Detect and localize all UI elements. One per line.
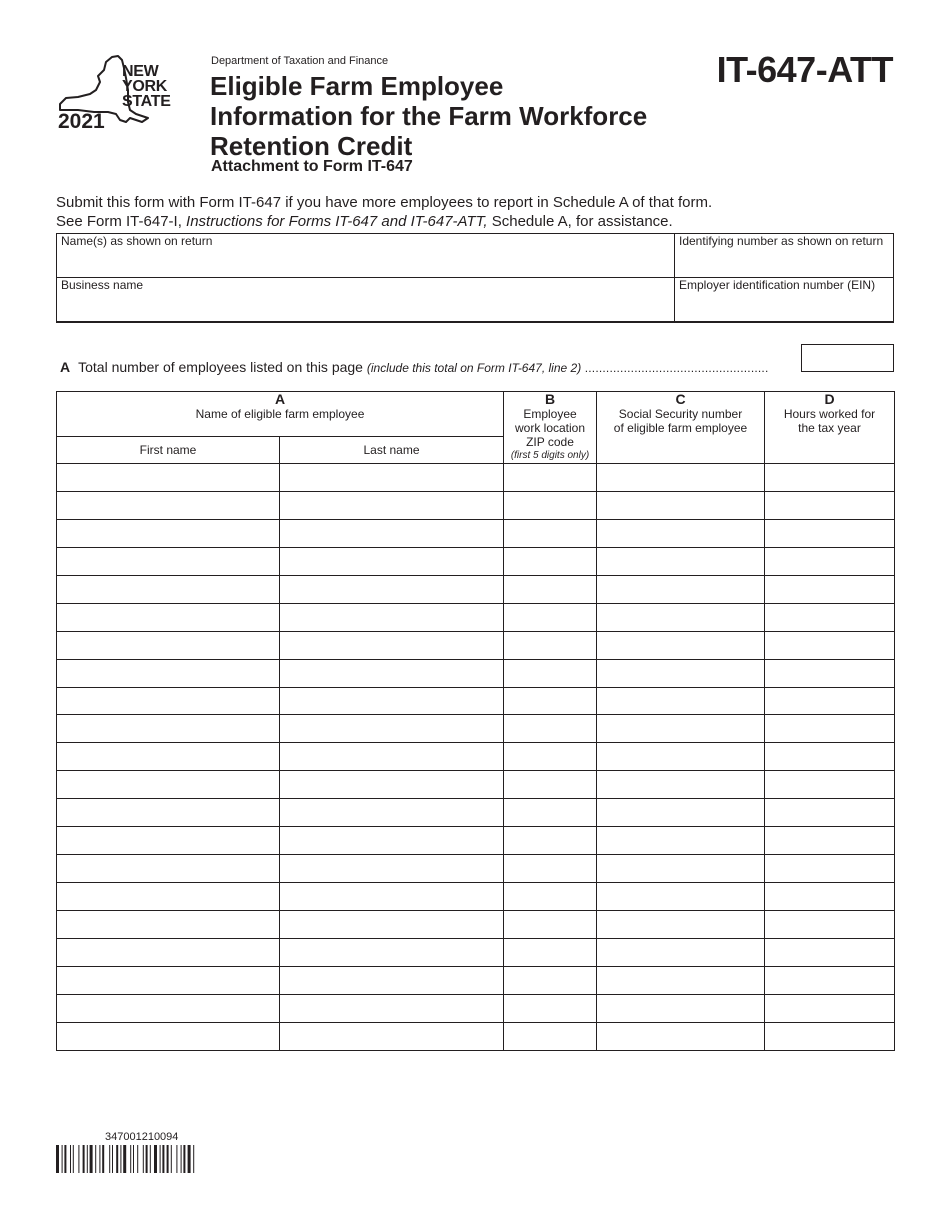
last-name-cell[interactable] (280, 883, 504, 911)
barcode-bar (102, 1145, 104, 1173)
zip-code-cell[interactable] (504, 771, 597, 799)
hours-cell[interactable] (765, 715, 895, 743)
table-row (57, 938, 895, 966)
department-name: Department of Taxation and Finance (211, 55, 389, 67)
last-name-cell[interactable] (280, 491, 504, 519)
total-employees-field[interactable] (801, 344, 894, 372)
form-title (210, 71, 710, 161)
hours-cell[interactable] (765, 911, 895, 939)
ssn-cell[interactable] (597, 1022, 765, 1050)
table-row (57, 491, 895, 519)
employee-rows (57, 464, 895, 1051)
barcode-bar (133, 1145, 134, 1173)
first-name-cell[interactable] (57, 631, 280, 659)
first-name-cell[interactable] (57, 994, 280, 1022)
barcode-bar (176, 1145, 177, 1173)
last-name-cell[interactable] (280, 994, 504, 1022)
names-label: Name(s) as shown on return (61, 234, 213, 248)
table-row (57, 911, 895, 939)
hours-cell[interactable] (765, 464, 895, 492)
zip-code-cell[interactable] (504, 547, 597, 575)
column-c-letter: C (675, 391, 686, 407)
table-row (57, 603, 895, 631)
last-name-cell[interactable] (280, 575, 504, 603)
column-b-line-2: work location (514, 421, 586, 435)
business-name-field[interactable] (61, 294, 671, 320)
form-subtitle: Attachment to Form IT-647 (211, 158, 413, 175)
last-name-cell[interactable] (280, 659, 504, 687)
last-name-cell[interactable] (280, 827, 504, 855)
zip-code-cell[interactable] (504, 966, 597, 994)
logo-word-state: STATE (122, 93, 171, 110)
column-a-title: Name of eligible farm employee (195, 407, 365, 421)
first-name-cell[interactable] (57, 855, 280, 883)
first-name-header: First name (57, 437, 280, 464)
ssn-cell[interactable] (597, 799, 765, 827)
last-name-cell[interactable] (280, 603, 504, 631)
table-row (57, 799, 895, 827)
hours-cell[interactable] (765, 631, 895, 659)
zip-code-cell[interactable] (504, 827, 597, 855)
instructions-line-2 (56, 212, 712, 231)
barcode-bar (99, 1145, 100, 1173)
zip-code-cell[interactable] (504, 938, 597, 966)
ssn-cell[interactable] (597, 827, 765, 855)
barcode-number: 347001210094 (105, 1131, 179, 1143)
table-row (57, 575, 895, 603)
ssn-cell[interactable] (597, 994, 765, 1022)
hours-cell[interactable] (765, 519, 895, 547)
first-name-cell[interactable] (57, 771, 280, 799)
hours-cell[interactable] (765, 994, 895, 1022)
ssn-cell[interactable] (597, 743, 765, 771)
barcode-bar (183, 1145, 185, 1173)
zip-code-cell[interactable] (504, 743, 597, 771)
barcode-bar (62, 1145, 63, 1173)
table-row (57, 883, 895, 911)
hours-cell[interactable] (765, 771, 895, 799)
hours-cell[interactable] (765, 743, 895, 771)
table-row (57, 464, 895, 492)
zip-code-cell[interactable] (504, 1022, 597, 1050)
ssn-cell[interactable] (597, 491, 765, 519)
barcode-bar (83, 1145, 85, 1173)
column-d-line-2: the tax year (798, 421, 861, 435)
table-row (57, 519, 895, 547)
line-a-letter: A (60, 359, 71, 375)
table-row (57, 855, 895, 883)
ssn-cell[interactable] (597, 547, 765, 575)
line-a-text: Total number of employees listed on this page (78, 359, 367, 375)
barcode-bar (143, 1145, 144, 1173)
ssn-cell[interactable] (597, 883, 765, 911)
instructions-line-2-pre: See Form IT-647-I, (56, 213, 187, 230)
table-row (57, 659, 895, 687)
hours-cell[interactable] (765, 659, 895, 687)
logo-word-york: YORK (122, 78, 168, 95)
barcode-bar (150, 1145, 151, 1173)
column-b-header (504, 392, 597, 464)
table-row (57, 1022, 895, 1050)
zip-code-cell[interactable] (504, 855, 597, 883)
form-number: IT-647-ATT (716, 49, 893, 90)
column-b-note: (first 5 digits only) (510, 450, 590, 461)
barcode-bar (160, 1145, 161, 1173)
zip-code-cell[interactable] (504, 687, 597, 715)
line-a-note: (include this total on Form IT-647, line 2) (366, 361, 582, 375)
ssn-cell[interactable] (597, 715, 765, 743)
ssn-cell[interactable] (597, 855, 765, 883)
ssn-cell[interactable] (597, 687, 765, 715)
barcode-bar (171, 1145, 172, 1173)
barcode-bar (70, 1145, 71, 1173)
table-row (57, 966, 895, 994)
column-a-letter: A (274, 391, 286, 407)
zip-code-cell[interactable] (504, 659, 597, 687)
first-name-cell[interactable] (57, 575, 280, 603)
ssn-cell[interactable] (597, 464, 765, 492)
last-name-cell[interactable] (280, 938, 504, 966)
table-row (57, 631, 895, 659)
nys-logo (56, 52, 184, 134)
hours-cell[interactable] (765, 827, 895, 855)
barcode-bar (56, 1145, 59, 1173)
form-title-line-3: Retention Credit (210, 131, 413, 161)
barcode-bar (181, 1145, 182, 1173)
last-name-cell[interactable] (280, 771, 504, 799)
ssn-cell[interactable] (597, 631, 765, 659)
last-name-cell[interactable] (280, 911, 504, 939)
zip-code-cell[interactable] (504, 464, 597, 492)
zip-code-cell[interactable] (504, 631, 597, 659)
ssn-cell[interactable] (597, 519, 765, 547)
instructions-line-1: Submit this form with Form IT-647 if you have more employees to report in Schedule A of that form. (56, 194, 713, 211)
last-name-cell[interactable] (280, 966, 504, 994)
first-name-cell[interactable] (57, 799, 280, 827)
barcode-bar (123, 1145, 126, 1173)
instructions-text (56, 193, 712, 231)
barcode-bar (112, 1145, 113, 1173)
table-row (57, 771, 895, 799)
last-name-cell[interactable] (280, 1022, 504, 1050)
barcode-bar (78, 1145, 79, 1173)
zip-code-cell[interactable] (504, 491, 597, 519)
barcode-bar (116, 1145, 118, 1173)
column-b-line-1: Employee (523, 407, 577, 421)
column-b-letter: B (544, 391, 556, 407)
column-c-line-1: Social Security number (618, 407, 743, 421)
column-c-header (597, 392, 765, 464)
barcode-bar (154, 1145, 157, 1173)
table-row (57, 994, 895, 1022)
first-name-cell[interactable] (57, 519, 280, 547)
zip-code-cell[interactable] (504, 883, 597, 911)
hours-cell[interactable] (765, 687, 895, 715)
zip-code-cell[interactable] (504, 715, 597, 743)
barcode-bar (109, 1145, 110, 1173)
first-name-cell[interactable] (57, 1022, 280, 1050)
zip-code-cell[interactable] (504, 603, 597, 631)
hours-cell[interactable] (765, 799, 895, 827)
barcode-bar (90, 1145, 93, 1173)
last-name-header: Last name (280, 437, 504, 464)
hours-cell[interactable] (765, 491, 895, 519)
business-name-label: Business name (61, 278, 144, 292)
hours-cell[interactable] (765, 883, 895, 911)
barcode-bar (87, 1145, 88, 1173)
table-row (57, 827, 895, 855)
first-name-cell[interactable] (57, 743, 280, 771)
zip-code-cell[interactable] (504, 575, 597, 603)
column-d-header (765, 392, 895, 464)
last-name-cell[interactable] (280, 687, 504, 715)
hours-cell[interactable] (765, 575, 895, 603)
line-a (60, 359, 769, 375)
line-a-leader-dots: .................................................... (581, 361, 769, 375)
last-name-cell[interactable] (280, 547, 504, 575)
instructions-reference: Instructions for Forms IT-647 and IT-647-ATT, (186, 213, 488, 230)
form-title-line-1: Eligible Farm Employee (210, 71, 504, 101)
last-name-cell[interactable] (280, 715, 504, 743)
table-row (57, 687, 895, 715)
first-name-cell[interactable] (57, 547, 280, 575)
first-name-cell[interactable] (57, 938, 280, 966)
last-name-cell[interactable] (280, 799, 504, 827)
zip-code-cell[interactable] (504, 994, 597, 1022)
last-name-cell[interactable] (280, 519, 504, 547)
zip-code-cell[interactable] (504, 911, 597, 939)
ein-label: Employer identification number (EIN) (679, 278, 876, 292)
ssn-cell[interactable] (597, 603, 765, 631)
barcode-image (56, 1145, 240, 1173)
identifying-number-field[interactable] (679, 250, 891, 276)
ein-field[interactable] (679, 294, 891, 320)
column-d-line-1: Hours worked for (783, 407, 876, 421)
hours-cell[interactable] (765, 855, 895, 883)
form-title-line-2: Information for the Farm Workforce (210, 101, 648, 131)
names-field[interactable] (61, 250, 671, 276)
hours-cell[interactable] (765, 1022, 895, 1050)
first-name-cell[interactable] (57, 715, 280, 743)
barcode-bar (130, 1145, 131, 1173)
barcode-bar (73, 1145, 74, 1173)
identifying-number-label: Identifying number as shown on return (679, 234, 884, 248)
barcode-bar (95, 1145, 96, 1173)
barcode-bar (162, 1145, 164, 1173)
last-name-cell[interactable] (280, 631, 504, 659)
first-name-cell[interactable] (57, 911, 280, 939)
barcode-bar (146, 1145, 148, 1173)
first-name-cell[interactable] (57, 659, 280, 687)
first-name-cell[interactable] (57, 603, 280, 631)
column-b-line-3: ZIP code (526, 435, 574, 449)
column-d-letter: D (824, 391, 835, 407)
table-row (57, 743, 895, 771)
barcode-bar (188, 1145, 191, 1173)
ssn-cell[interactable] (597, 938, 765, 966)
ssn-cell[interactable] (597, 659, 765, 687)
hours-cell[interactable] (765, 547, 895, 575)
last-name-cell[interactable] (280, 855, 504, 883)
ssn-cell[interactable] (597, 966, 765, 994)
barcode-bar (137, 1145, 138, 1173)
logo-word-new: NEW (122, 63, 159, 80)
barcode-bar (120, 1145, 121, 1173)
instructions-line-2-post: Schedule A, for assistance. (487, 213, 673, 230)
first-name-cell[interactable] (57, 464, 280, 492)
barcode-bar (64, 1145, 66, 1173)
logo-year: 2021 (58, 110, 105, 133)
first-name-cell[interactable] (57, 966, 280, 994)
hours-cell[interactable] (765, 603, 895, 631)
first-name-cell[interactable] (57, 827, 280, 855)
ssn-cell[interactable] (597, 575, 765, 603)
ssn-cell[interactable] (597, 911, 765, 939)
first-name-cell[interactable] (57, 883, 280, 911)
hours-cell[interactable] (765, 966, 895, 994)
barcode-bar (193, 1145, 194, 1173)
barcode-bar (167, 1145, 169, 1173)
last-name-cell[interactable] (280, 464, 504, 492)
ssn-cell[interactable] (597, 771, 765, 799)
zip-code-cell[interactable] (504, 799, 597, 827)
column-a-header (57, 392, 504, 437)
hours-cell[interactable] (765, 938, 895, 966)
employee-table (56, 391, 895, 1051)
column-c-line-2: of eligible farm employee (613, 421, 748, 435)
last-name-cell[interactable] (280, 743, 504, 771)
first-name-cell[interactable] (57, 491, 280, 519)
taxpayer-identification-box (56, 233, 894, 323)
first-name-cell[interactable] (57, 687, 280, 715)
zip-code-cell[interactable] (504, 519, 597, 547)
table-row (57, 715, 895, 743)
table-row (57, 547, 895, 575)
